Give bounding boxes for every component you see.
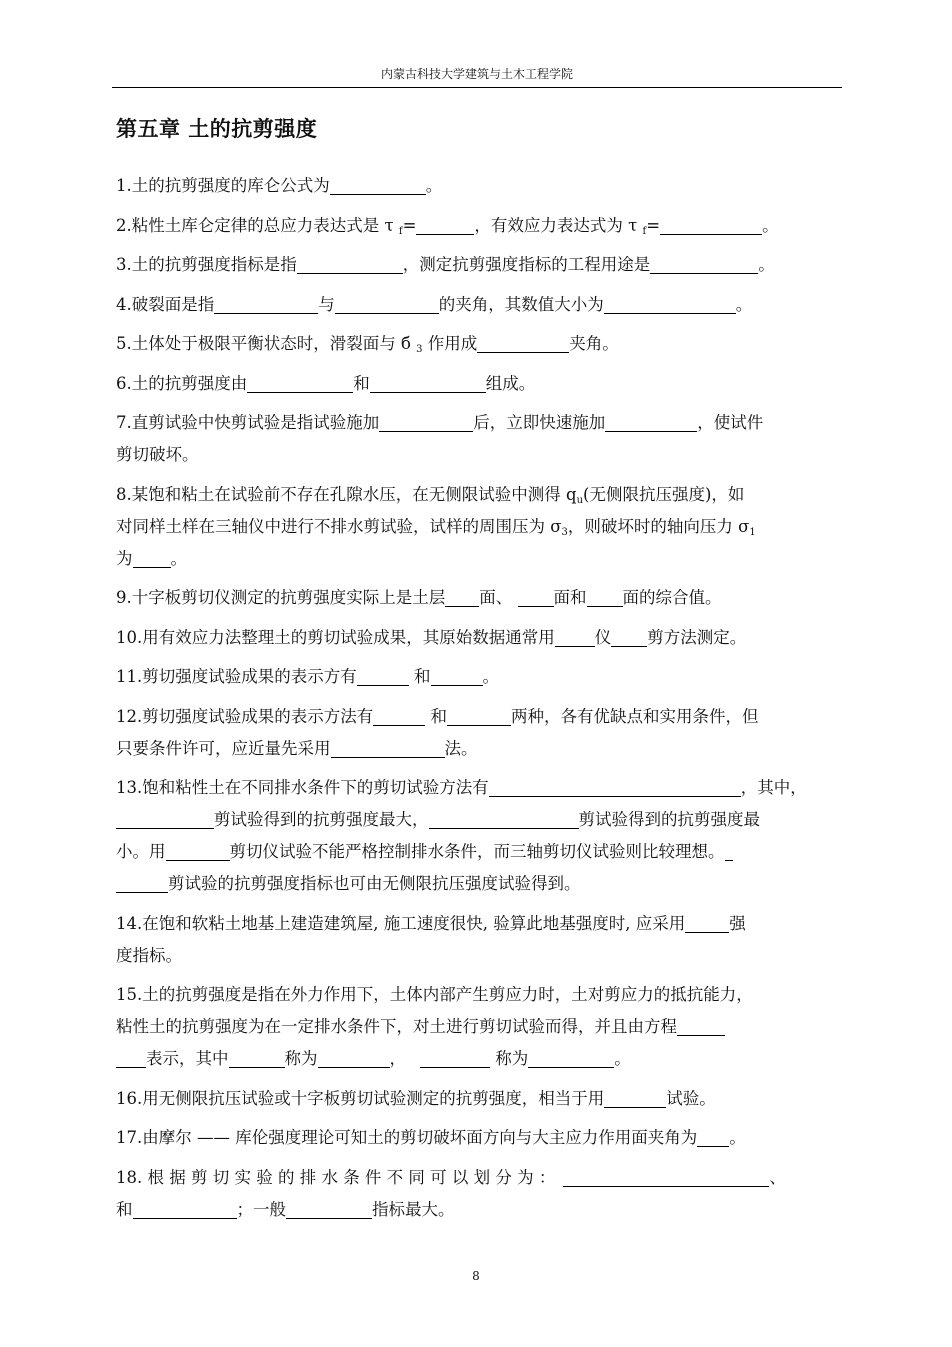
q17-text: 17.由摩尔 —— 库伦强度理论可知土的剪切破坏面方向与大主应力作用面夹角为	[116, 1128, 698, 1147]
q6-text-end: 组成。	[485, 373, 536, 393]
q6-text: 6.土的抗剪强度由	[116, 373, 248, 393]
question-4	[116, 289, 842, 321]
q2-eq-2: =	[646, 215, 661, 235]
blank[interactable]	[370, 372, 486, 393]
q11-text: 11.剪切强度试验成果的表示方有	[116, 667, 357, 686]
blank[interactable]	[166, 840, 230, 861]
blank[interactable]	[373, 705, 425, 726]
blank[interactable]	[429, 808, 579, 829]
q4-text-2: 与	[318, 294, 335, 314]
question-13-line-2	[116, 804, 842, 836]
q3-text-end: 。	[758, 255, 775, 274]
blank[interactable]	[604, 293, 736, 314]
blank[interactable]	[445, 586, 479, 607]
q2-subscript-2: f	[642, 225, 647, 237]
q12-text-2: 和	[425, 706, 447, 726]
q18-text-4: ；一般	[236, 1199, 286, 1219]
q14-text-2: 强	[729, 913, 746, 933]
question-18-line-1	[116, 1162, 842, 1194]
q12-text: 12.剪切强度试验成果的表示方法有	[116, 706, 374, 726]
question-9	[116, 582, 842, 614]
q12-text-end: 法。	[444, 738, 478, 758]
blank[interactable]	[116, 872, 168, 893]
q15-text-3: 表示，其中	[146, 1049, 229, 1068]
blank[interactable]	[677, 1015, 725, 1036]
q11-text-2: 和	[408, 667, 431, 686]
question-13-line-4	[116, 868, 842, 900]
blank[interactable]	[447, 705, 511, 726]
q13-text-3: 剪试验得到的抗剪强度最大，	[214, 810, 429, 829]
q13-text-4: 剪试验得到的抗剪强度最	[578, 810, 760, 829]
q7-text-end: 剪切破坏。	[116, 445, 199, 464]
blank[interactable]	[229, 1047, 285, 1068]
question-10	[116, 622, 842, 654]
q3-text: 3.土的抗剪强度指标是指	[116, 255, 297, 274]
blank[interactable]	[685, 912, 729, 933]
q15-text-4: 称为	[284, 1049, 318, 1068]
q8-text-5: 为	[116, 548, 133, 568]
blank[interactable]	[725, 840, 733, 861]
q2-text: 2.粘性土库仑定律的总应力表达式是 τ	[116, 215, 399, 235]
page-number: 8	[472, 1269, 480, 1283]
question-14-line-1	[116, 908, 842, 940]
q13-text-end: 剪试验的抗剪强度指标也可由无侧限抗压强度试验得到。	[168, 874, 581, 893]
question-7-line-2	[116, 439, 842, 471]
blank[interactable]	[563, 1166, 769, 1187]
q10-text: 10.用有效应力法整理土的剪切试验成果，其原始数据通常用	[116, 627, 555, 647]
question-2	[116, 210, 842, 242]
q8-subscript-3: 1	[749, 526, 756, 538]
q18-text-2: 、	[769, 1167, 786, 1187]
chapter-title: 第五章 土的抗剪强度	[116, 117, 318, 141]
q13-text-6: 剪切仪试验不能严格控制排水条件，而三轴剪切仪试验则比较理想。	[229, 842, 725, 861]
q5-text-end: 夹角。	[569, 334, 619, 353]
question-12-line-2	[116, 733, 842, 765]
q2-text-end: 。	[762, 215, 779, 235]
blank[interactable]	[605, 411, 697, 432]
q8-text-4: ，则破坏时的轴向压力 σ	[567, 516, 750, 536]
q13-text: 13.饱和粘性土在不同排水条件下的剪切试验方法有	[116, 778, 489, 797]
blank[interactable]	[431, 665, 483, 686]
q10-text-end: 剪方法测定。	[647, 627, 747, 647]
blank[interactable]	[611, 626, 647, 647]
q9-text-3: 面和	[553, 588, 587, 607]
q14-text-end: 度指标。	[116, 945, 182, 965]
blank[interactable]	[330, 174, 426, 195]
question-list	[116, 170, 842, 1226]
q8-text-3: 对同样土样在三轴仪中进行不排水剪试验，试样的周围压为 σ	[116, 516, 562, 536]
q9-text-end: 面的综合值。	[622, 588, 722, 607]
q8-text: 8.某饱和粘土在试验前不存在孔隙水压，在无侧限试验中测得 q	[116, 484, 577, 504]
question-15-line-1	[116, 979, 842, 1011]
q15-text-5: ，	[389, 1049, 406, 1068]
blank[interactable]	[335, 293, 439, 314]
blank[interactable]	[247, 372, 353, 393]
blank[interactable]	[357, 665, 409, 686]
blank[interactable]	[116, 1047, 146, 1068]
q7-text: 7.直剪试验中快剪试验是指试验施加	[116, 413, 380, 432]
q13-text-2: ，其中，	[740, 778, 807, 797]
q2-text-2: ，有效应力表达式为 τ	[474, 215, 643, 235]
q15-text-6: 称为	[490, 1049, 529, 1068]
question-5	[116, 328, 842, 360]
blank[interactable]	[133, 547, 171, 568]
q15-text: 15.土的抗剪强度是指在外力作用下，土体内部产生剪应力时，土对剪应力的抵抗能力，	[116, 985, 753, 1004]
question-15-line-3	[116, 1043, 842, 1075]
q18-text-3: 和	[116, 1199, 133, 1219]
q14-text: 14.在饱和软粘土地基上建造建筑屋, 施工速度很快, 验算此地基强度时, 应采用	[116, 913, 686, 933]
q7-text-2: 后，立即快速施加	[473, 413, 606, 432]
q5-text: 5.土体处于极限平衡状态时，滑裂面与 б	[116, 334, 417, 353]
blank[interactable]	[477, 332, 569, 353]
question-8-line-3	[116, 543, 842, 575]
q4-text-3: 的夹角，其数值大小为	[438, 294, 604, 314]
blank[interactable]	[489, 776, 741, 797]
blank[interactable]	[133, 1198, 237, 1219]
q2-subscript: f	[398, 225, 403, 237]
question-6	[116, 368, 842, 400]
q7-text-3: ，使试件	[697, 413, 764, 432]
question-8-line-1	[116, 479, 842, 511]
question-8-line-2	[116, 511, 842, 543]
q15-text-end: 。	[614, 1049, 631, 1068]
q18-text: 18. 根 据 剪 切 实 验 的 排 水 条 件 不 同 可 以 划 分 为 ：	[116, 1167, 556, 1187]
blank[interactable]	[604, 1087, 666, 1108]
blank[interactable]	[286, 1198, 372, 1219]
q1-text: 1.土的抗剪强度的库仑公式为	[116, 176, 330, 195]
blank[interactable]	[416, 214, 474, 235]
q12-text-4: 只要条件许可，应近量先采用	[116, 738, 331, 758]
blank[interactable]	[528, 1047, 614, 1068]
question-18-line-2	[116, 1194, 842, 1226]
blank[interactable]	[214, 293, 318, 314]
q1-text-end: 。	[425, 176, 443, 195]
blank[interactable]	[297, 253, 403, 274]
blank[interactable]	[697, 1126, 729, 1147]
q16-text-end: 试验。	[666, 1088, 716, 1108]
q3-text-2: ，测定抗剪强度指标的工程用途是	[402, 255, 651, 274]
blank[interactable]	[650, 253, 758, 274]
q13-text-5: 小。用	[116, 842, 166, 861]
q2-eq: =	[402, 215, 417, 235]
blank[interactable]	[331, 737, 445, 758]
blank[interactable]	[555, 626, 595, 647]
question-15-line-2	[116, 1011, 842, 1043]
question-11	[116, 661, 842, 693]
q8-text-end: 。	[170, 548, 187, 568]
question-12-line-1	[116, 701, 842, 733]
q6-text-2: 和	[353, 373, 370, 393]
question-3	[116, 249, 842, 281]
q8-subscript-2: 3	[561, 526, 568, 538]
q12-text-3: 两种，各有优缺点和实用条件，但	[511, 706, 759, 726]
q8-text-2: (无侧限抗压强度)，如	[583, 484, 745, 504]
question-13-line-3	[116, 836, 842, 868]
blank[interactable]	[116, 808, 214, 829]
question-1	[116, 170, 842, 202]
question-7-line-1	[116, 407, 842, 439]
question-13-line-1	[116, 772, 842, 804]
q10-text-2: 仪	[594, 627, 612, 647]
q5-text-2: 作用成	[422, 334, 478, 353]
blank[interactable]	[660, 214, 762, 235]
q11-text-end: 。	[482, 667, 499, 686]
blank[interactable]	[318, 1047, 390, 1068]
header-rule	[112, 87, 842, 88]
q17-text-end: 。	[729, 1128, 746, 1147]
blank[interactable]	[587, 586, 623, 607]
blank[interactable]	[518, 586, 554, 607]
question-14-line-2	[116, 940, 842, 972]
question-16	[116, 1083, 842, 1115]
blank[interactable]	[379, 411, 473, 432]
q4-text: 4.破裂面是指	[116, 294, 215, 314]
q9-text-2: 面、	[479, 588, 518, 607]
question-17	[116, 1122, 842, 1154]
q16-text: 16.用无侧限抗压试验或十字板剪切试验测定的抗剪强度，相当于用	[116, 1088, 605, 1108]
blank[interactable]	[420, 1047, 490, 1068]
q15-text-2: 粘性土的抗剪强度为在一定排水条件下，对土进行剪切试验而得，并且由方程	[116, 1017, 677, 1036]
q4-text-end: 。	[735, 294, 753, 314]
q18-text-end: 指标最大。	[372, 1199, 455, 1219]
q8-subscript: u	[576, 494, 584, 506]
q5-subscript: 3	[416, 344, 423, 355]
page-header: 内蒙古科技大学建筑与土木工程学院	[380, 67, 573, 81]
q9-text: 9.十字板剪切仪测定的抗剪强度实际上是土层	[116, 588, 446, 607]
